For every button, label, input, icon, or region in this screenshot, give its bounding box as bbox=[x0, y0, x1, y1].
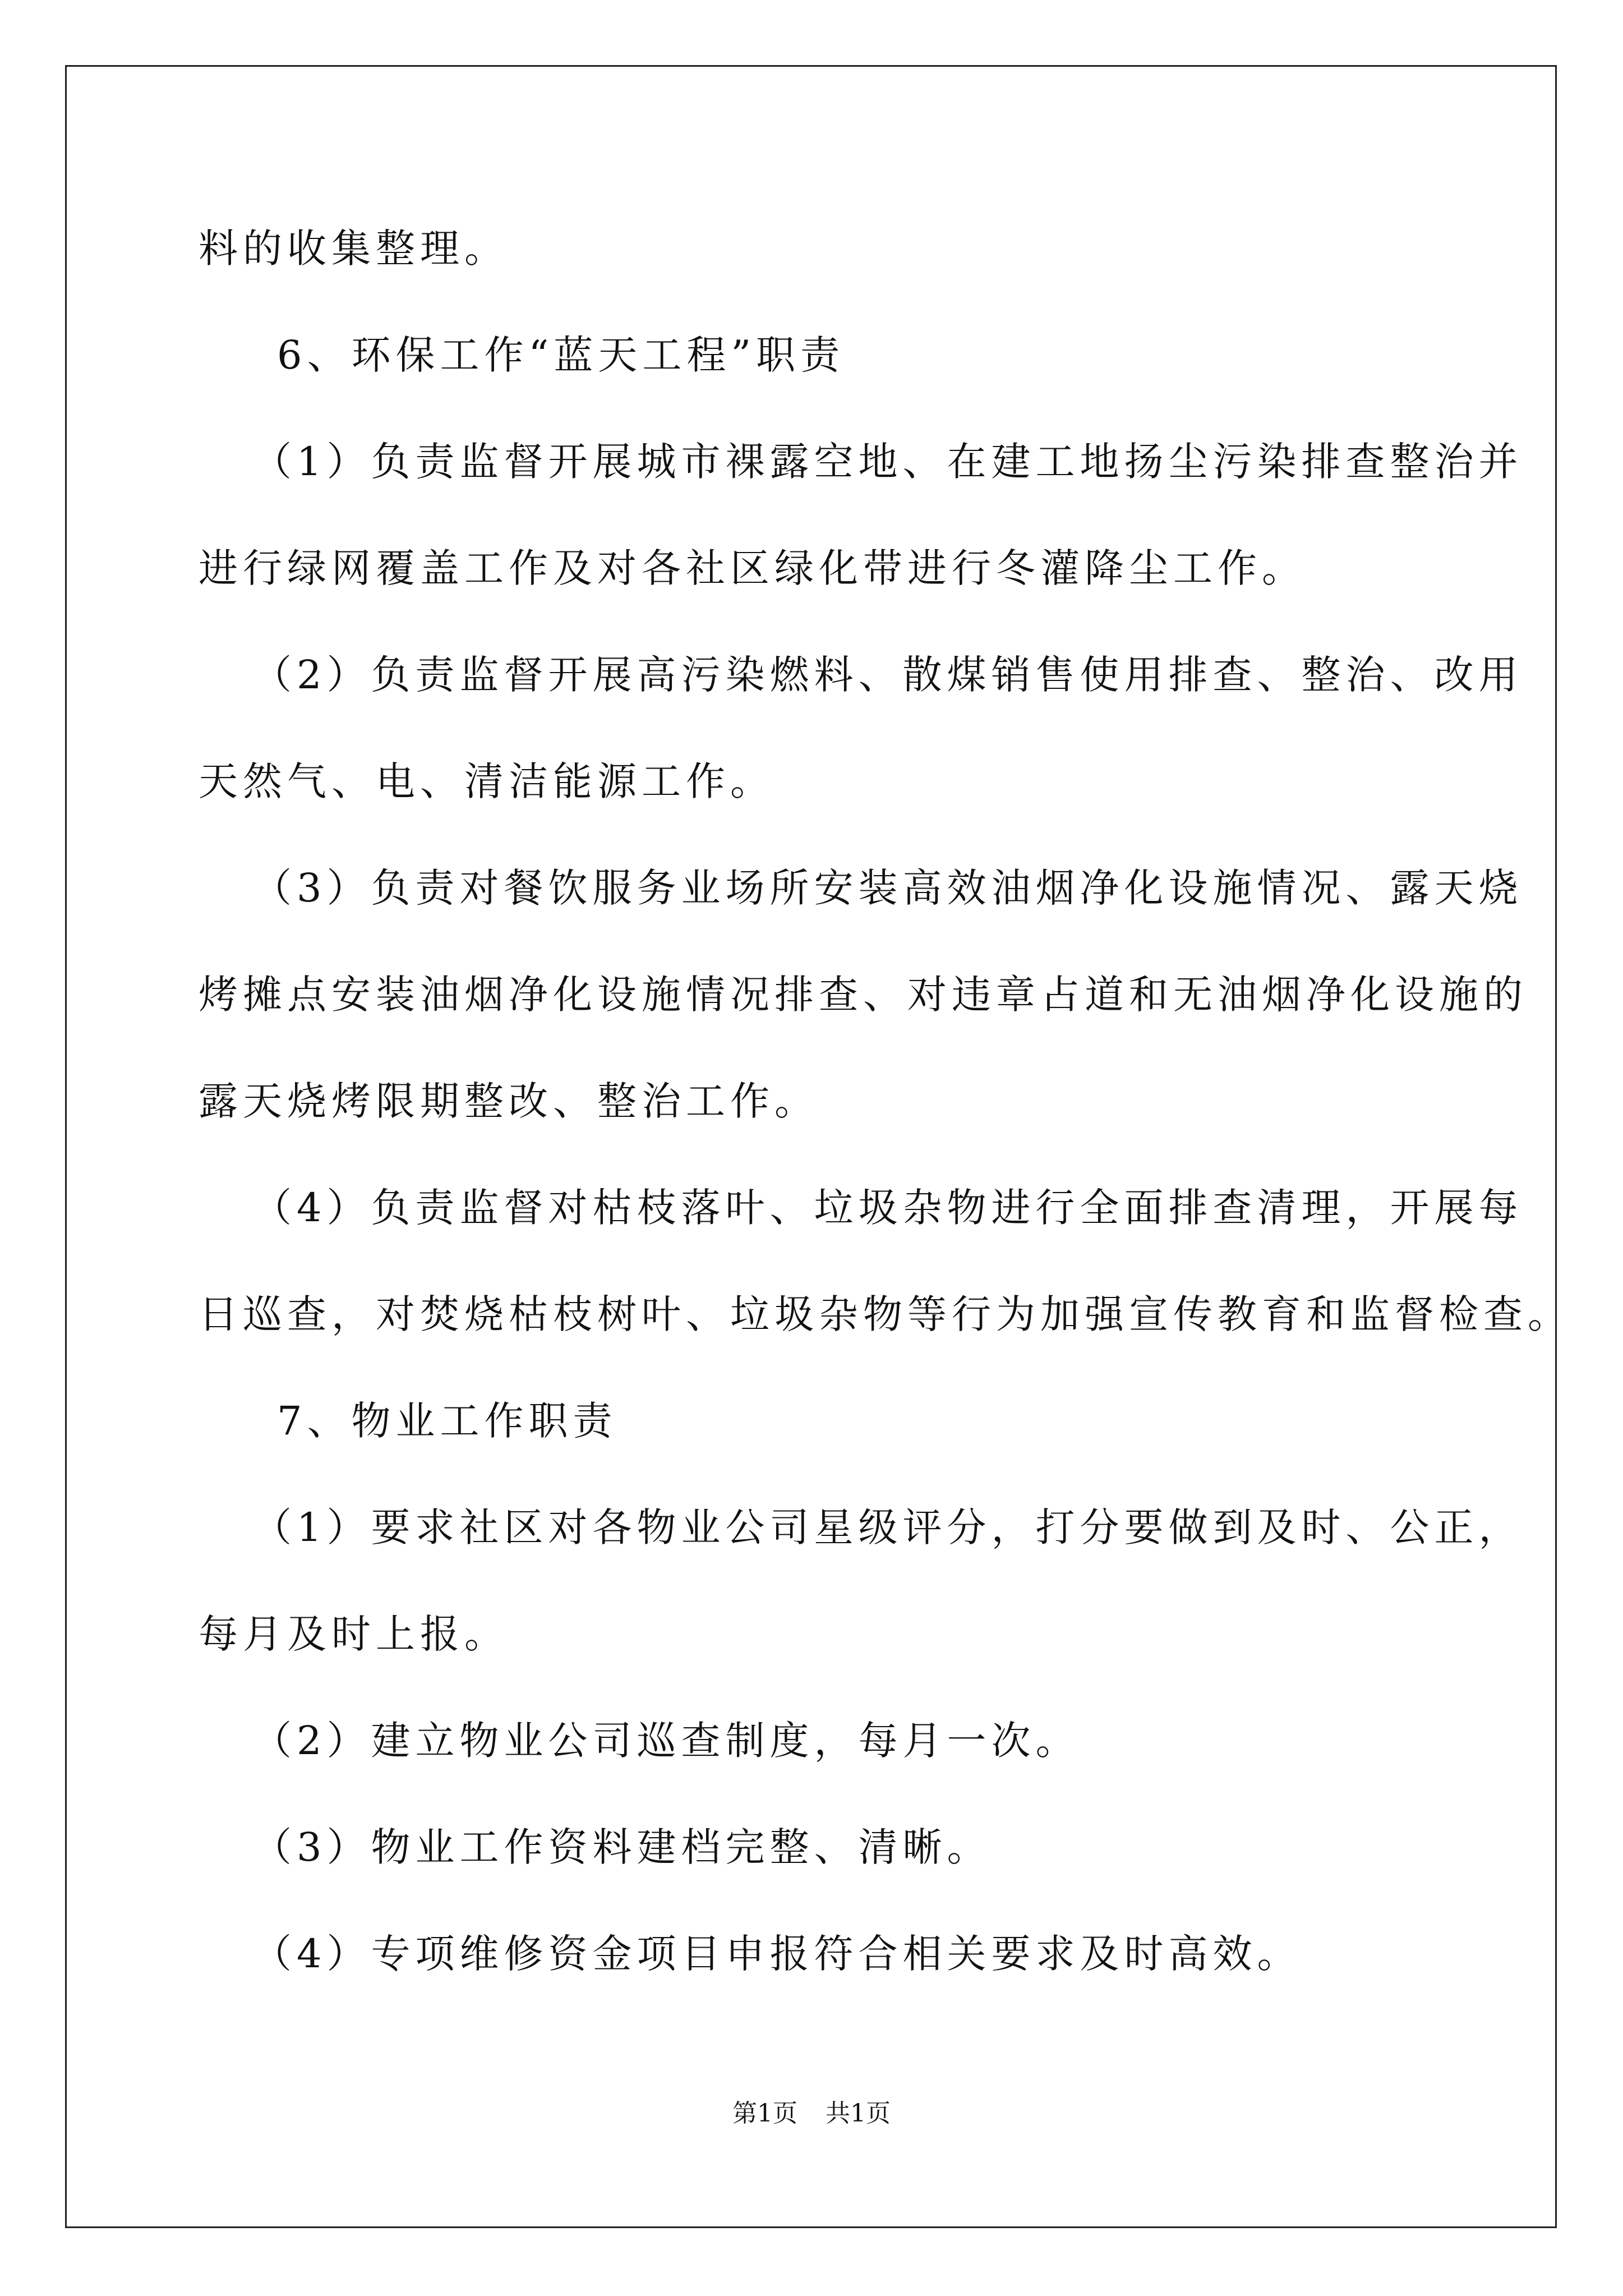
text-line-5: （2）负责监督开展高污染燃料、散煤销售使用排查、整治、改用 bbox=[252, 652, 1523, 698]
text-line-13: （1）要求社区对各物业公司星级评分，打分要做到及时、公正， bbox=[252, 1504, 1523, 1550]
text-line-10: （4）负责监督对枯枝落叶、垃圾杂物进行全面排查清理，开展每 bbox=[252, 1185, 1523, 1231]
text-line-3: （1）负责监督开展城市裸露空地、在建工地扬尘污染排查整治并 bbox=[252, 439, 1523, 485]
text-line-17: （4）专项维修资金项目申报符合相关要求及时高效。 bbox=[252, 1931, 1302, 1977]
heading-environmental-duties: 6、环保工作“蓝天工程”职责 bbox=[277, 332, 845, 378]
heading-property-duties: 7、物业工作职责 bbox=[277, 1398, 617, 1444]
text-line-9: 露天烧烤限期整改、整治工作。 bbox=[199, 1078, 819, 1124]
text-line-8: 烤摊点安装油烟净化设施情况排查、对违章占道和无油烟净化设施的 bbox=[199, 972, 1528, 1018]
text-line-16: （3）物业工作资料建档完整、清晰。 bbox=[252, 1824, 992, 1870]
page-total: 共1页 bbox=[826, 2099, 891, 2128]
text-line-11: 日巡查，对焚烧枯枝树叶、垃圾杂物等行为加强宣传教育和监督检查。 bbox=[199, 1291, 1572, 1337]
page-number: 第1页 bbox=[732, 2099, 797, 2128]
text-line-7: （3）负责对餐饮服务业场所安装高效油烟净化设施情况、露天烧 bbox=[252, 865, 1523, 911]
text-line-1: 料的收集整理。 bbox=[199, 226, 509, 272]
text-line-4: 进行绿网覆盖工作及对各社区绿化带进行冬灌降尘工作。 bbox=[199, 545, 1306, 591]
text-line-6: 天然气、电、清洁能源工作。 bbox=[199, 758, 774, 804]
page-border bbox=[65, 65, 1557, 2228]
page-footer bbox=[0, 2097, 1623, 2131]
text-line-15: （2）建立物业公司巡查制度，每月一次。 bbox=[252, 1718, 1080, 1764]
text-line-14: 每月及时上报。 bbox=[199, 1611, 509, 1657]
